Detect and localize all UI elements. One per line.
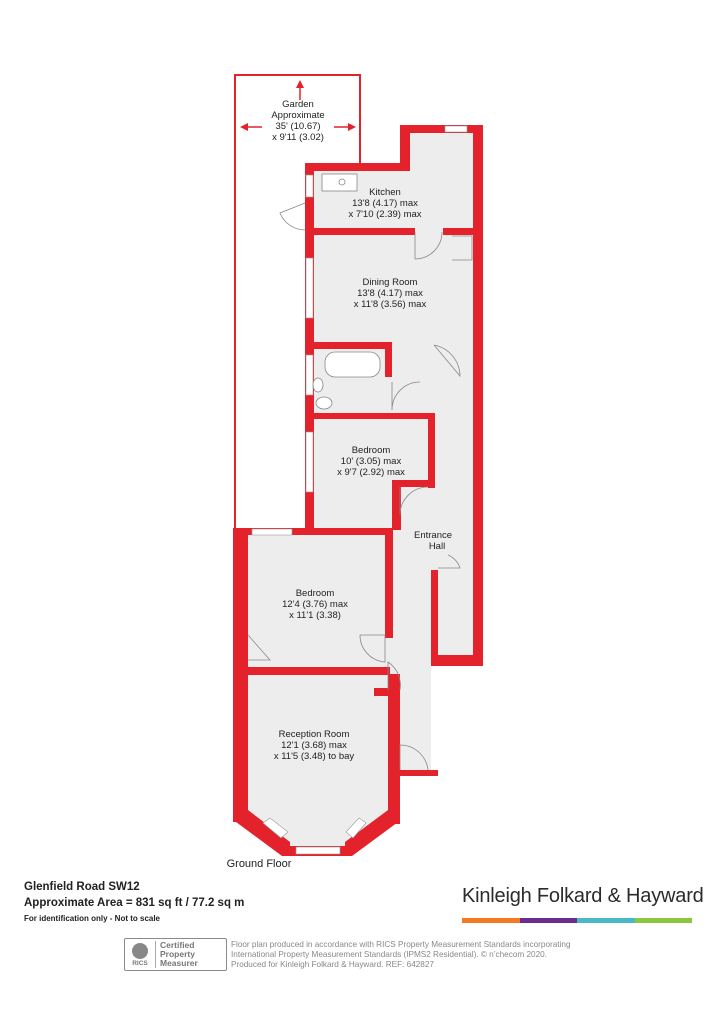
kitchen-label: Kitchen 13'8 (4.17) max x 7'10 (2.39) max — [348, 187, 422, 220]
credit-text: Floor plan produced in accordance with RICS Property Measurement Standards incorporating International Property Measurement Standards (IPMS2 Residential). © n’checom 2020. Produced for Kinleigh Folkard & Hayward. REF: 642827 — [231, 940, 571, 969]
reception-room-label: Reception Room 12'1 (3.68) max x 11'5 (3.48) to bay — [273, 729, 355, 762]
sink-icon — [322, 174, 357, 191]
brand-bar-green — [635, 918, 693, 923]
toilet-icon — [316, 397, 332, 409]
property-address: Glenfield Road SW12 — [24, 881, 140, 893]
dining-room-label: Dining Room 13'8 (4.17) max x 11'8 (3.56) max — [353, 277, 427, 310]
rics-logo-text: RICS — [132, 959, 148, 967]
brand-bar-purple — [520, 918, 578, 923]
basin-icon — [313, 378, 323, 392]
entrance-hall-label: Entrance Hall — [413, 530, 453, 552]
bath-icon — [325, 352, 380, 377]
rics-logo-icon — [125, 940, 155, 969]
brand-color-bar — [462, 918, 692, 923]
brand-bar-orange — [462, 918, 520, 923]
garden-label: Garden Approximate 35' (10.67) x 9'11 (3.02) — [271, 99, 325, 143]
bedroom-rear-label: Bedroom 10' (3.05) max x 9'7 (2.92) max — [337, 445, 405, 478]
brand-bar-teal — [577, 918, 635, 923]
rics-badge — [124, 938, 227, 971]
rics-badge-text: Certified Property Measurer — [155, 941, 198, 968]
bedroom-front-label: Bedroom 12'4 (3.76) max x 11'1 (3.38) — [282, 588, 348, 621]
disclaimer: For identification only - Not to scale — [24, 914, 161, 923]
brand-logo: Kinleigh Folkard & Hayward — [462, 885, 704, 907]
floor-label: Ground Floor — [226, 858, 292, 870]
approximate-area: Approximate Area = 831 sq ft / 77.2 sq m — [24, 897, 245, 909]
